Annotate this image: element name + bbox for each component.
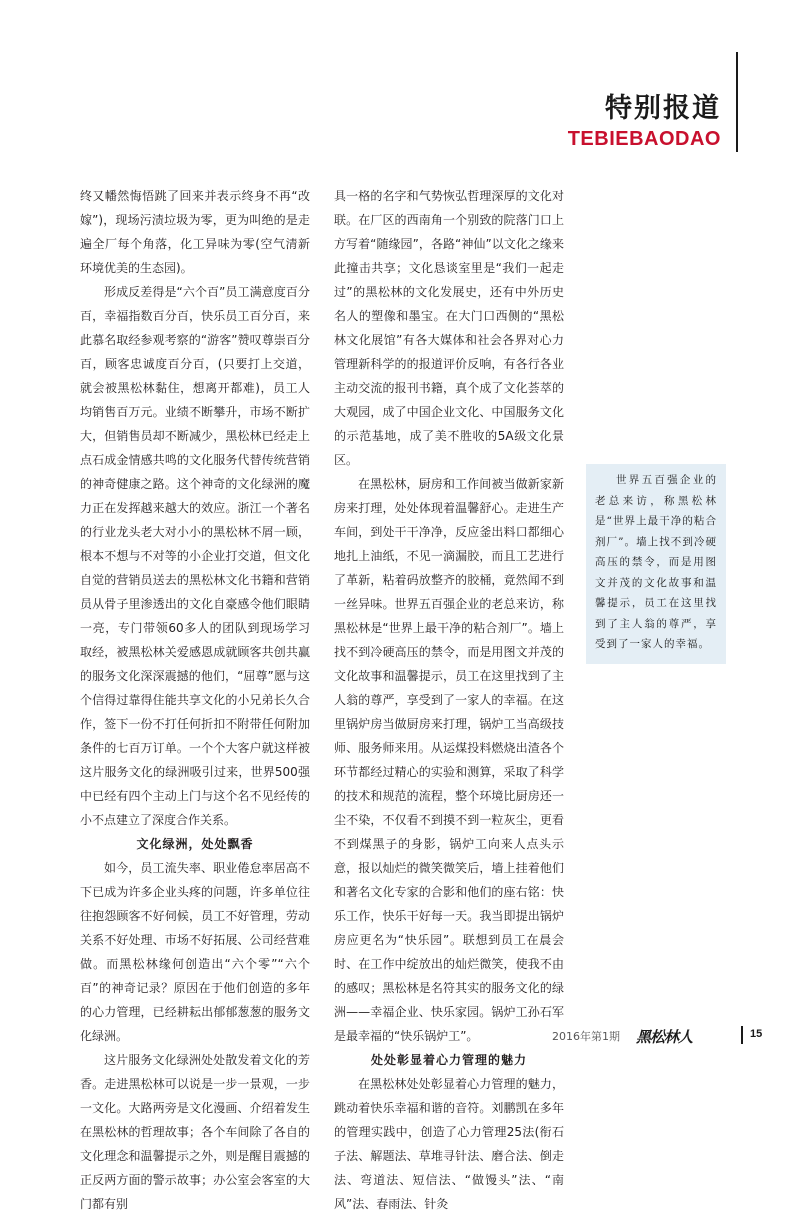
paragraph: 终又幡然悔悟跳了回来并表示终身不再“改嫁”)，现场污渍垃圾为零，更为叫绝的是走遍全厂每个角落，化工异味为零(空气清新环境优美的生态园)。: [80, 189, 310, 275]
section-title: 特别报道: [605, 93, 721, 124]
paragraph: 形成反差得是“六个百”员工满意度百分百，幸福指数百分百，快乐员工百分百，来此慕名取经参观考察的“游客”赞叹尊崇百分百，顾客忠诚度百分百，(只要打上交道，就会被黑松林黏住，想离开都难)，员工人均销售百万元。业绩不断攀升，市场不断扩大，但销售员却不断减少，黑松林已经走上点石成金情感共鸣的文化服务代替传统营销的神奇健康之路。这个神奇的文化绿洲的魔力正在发挥越来越大的效应。浙江一个著名的行业龙头老大对小小的黑松林不屑一顾，根本不想与不对等的小企业打交道，但文化自觉的营销员送去的黑松林文化书籍和营销员从骨子里渗透出的文化自豪感令他们眼睛一亮，专门带领60多人的团队到现场学习取经，被黑松林关爱感恩成就顾客共创共赢的服务文化深深震撼的他们，“屈尊”愿与这个信得过靠得住能共享文化的小兄弟长久合作，签下一份不打任何折扣不附带任何附加条件的七百万订单。一个个大客户就这样被这片服务文化的绿洲吸引过来，世界500强中已经有四个主动上门与这个名不见经传的小不点建立了深度合作关系。: [80, 285, 310, 827]
paragraph: 在黑松林，厨房和工作间被当做新家新房来打理，处处体现着温馨舒心。走进生产车间，到处干干净净，反应釜出料口都细心地扎上油纸，不见一滴漏胶，而且工艺进行了革新，粘着码放整齐的胶桶，竟然闻不到一丝异味。世界五百强企业的老总来访，称黑松林是“世界上最干净的粘合剂厂”。墙上找不到冷硬高压的禁令，而是用图文并茂的文化故事和温馨提示，员工在这里找到了主人翁的尊严，享受到了一家人的幸福。在这里锅炉房当做厨房来打理，锅炉工当高级技师、服务师来用。从运煤投料燃烧出渣各个环节都经过精心的实验和测算，采取了科学的技术和规范的流程，整个环境比厨房还一尘不染，不仅看不到摸不到一粒灰尘，更看不到煤黑子的身影，锅炉工向来人点头示意，报以灿烂的微笑微笑后，墙上挂着他们和著名文化专家的合影和他们的座右铭：快乐工作，快乐干好每一天。我当即提出锅炉房应更名为“快乐园”。联想到员工在晨会时、在工作中绽放出的灿烂微笑，使我不由的感叹；黑松林是名符其实的服务文化的绿洲——幸福企业、快乐家园。锅炉工孙石军是最幸福的“快乐锅炉工”。: [334, 477, 564, 1043]
pull-quote-box: [586, 464, 726, 664]
page-footer: [0, 1026, 793, 1046]
article-column-middle: [334, 184, 564, 1216]
paragraph: 如今，员工流失率、职业倦怠率居高不下已成为许多企业头疼的问题，许多单位往往抱怨顾客不好伺候，员工不好管理，劳动关系不好处理、市场不好拓展、公司经营难做。而黑松林缘何创造出“六个零”“六个百”的神奇记录？原因在于他们创造的多年的心力管理，已经耕耘出郁郁葱葱的服务文化绿洲。: [80, 861, 310, 1043]
section-heading: 处处彰显着心力管理的魅力: [370, 1053, 527, 1067]
paragraph: 具一格的名字和气势恢弘哲理深厚的文化对联。在厂区的西南角一个别致的院落门口上方写着“随缘园”，各路“神仙”以文化之缘来此撞击共享；文化恳谈室里是“我们一起走过”的黑松林的文化发展史，还有中外历史名人的塑像和墨宝。在大门口西侧的“黑松林文化展馆”有各大媒体和社会各界对心力管理新科学的的报道评价反响，有各行各业主动交流的报刊书籍，真个成了文化荟萃的大观园，成了中国企业文化、中国服务文化的示范基地，成了美不胜收的5A级文化景区。: [334, 189, 564, 467]
page-number: 15: [750, 1028, 763, 1040]
footer-divider: [741, 1026, 743, 1044]
paragraph: 这片服务文化绿洲处处散发着文化的芳香。走进黑松林可以说是一步一景观，一步一文化。大路两旁是文化漫画、介绍着发生在黑松林的哲理故事；各个车间除了各自的文化理念和温馨提示之外，则是醒目震撼的正反两方面的警示故事；办公室会客室的大门都有别: [80, 1053, 310, 1211]
magazine-logo: 黑松林人: [636, 1028, 693, 1046]
header-divider: [736, 52, 738, 152]
article-column-left: [80, 184, 310, 1216]
issue-label: 2016年第1期: [552, 1030, 620, 1043]
paragraph: 在黑松林处处彰显着心力管理的魅力，跳动着快乐幸福和谐的音符。刘鹏凯在多年的管理实践中，创造了心力管理25法(衔石子法、解题法、草堆寻针法、磨合法、倒走法、弯道法、短信法、“做馒头”法、“南风”法、春雨法、针灸: [334, 1077, 564, 1211]
section-subtitle: TEBIEBAODAO: [567, 128, 721, 150]
pull-quote-text: 世界五百强企业的老总来访，称黑松林是“世界上最干净的粘合剂厂”。墙上找不到冷硬高压的禁令，而是用图文并茂的文化故事和温馨提示，员工在这里找到了主人翁的尊严，享受到了一家人的幸福。: [595, 474, 717, 650]
section-heading: 文化绿洲，处处飘香: [136, 837, 254, 851]
